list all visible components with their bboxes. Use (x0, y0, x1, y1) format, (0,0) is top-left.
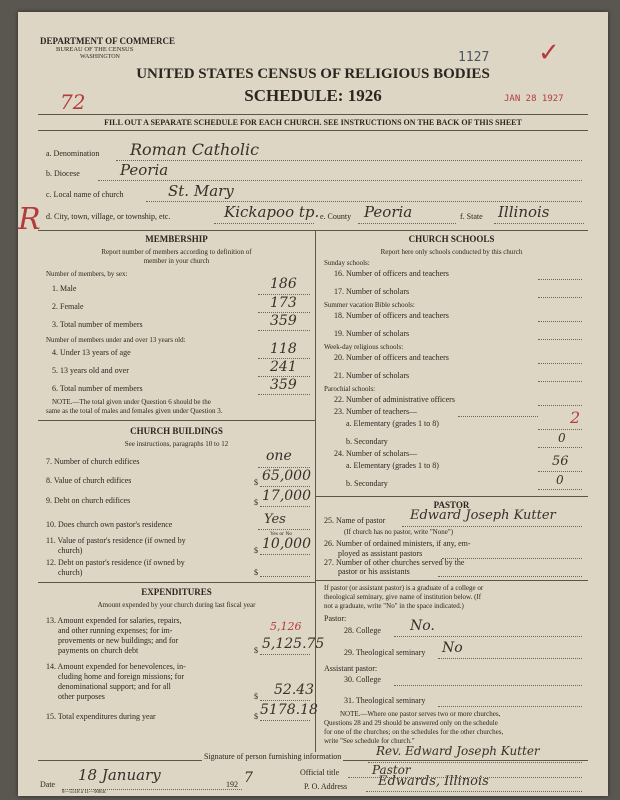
denomination-value: Roman Catholic (130, 140, 260, 159)
expenditures-heading: EXPENDITURES (141, 587, 212, 597)
running-expenses-value: 5,125.75 (262, 636, 325, 652)
form-number: 8—5518 a 11—9084c (62, 790, 107, 795)
male-label: 1. Male (52, 284, 77, 293)
membership-intro-1: Report number of members according to definition of (101, 248, 252, 256)
membership-intro-2: member in your church (143, 257, 210, 265)
q24-label: 24. Number of scholars— (334, 449, 418, 458)
pastor-note-4: write "See schedule for church." (324, 737, 415, 745)
sunday-schools-label: Sunday schools: (324, 259, 370, 267)
denomination-label: a. Denomination (46, 149, 100, 158)
total-expenditures-value: 5178.18 (260, 702, 318, 718)
running-expenses-label-4: payments on church debt (58, 646, 139, 655)
residence-value: 10,000 (262, 536, 311, 552)
residence-debt-label-2: church) (58, 568, 83, 577)
date-value: 18 January (78, 766, 161, 784)
over-13-label: 5. 13 years old and over (52, 366, 129, 375)
diocese-value: Peoria (120, 161, 169, 179)
q23a-value: 2 (570, 408, 581, 427)
mark-72: 72 (60, 90, 86, 114)
graduate-note-2: theological seminary, give name of institution below. (If (324, 593, 482, 601)
pastor-note-2: Questions 28 and 29 should be answered only on the schedule (324, 719, 498, 727)
edifices-label: 7. Number of church edifices (46, 457, 140, 466)
benevolences-value: 52.43 (274, 682, 315, 698)
graduate-note-3: not a graduate, write "No" in the space indicated.) (324, 602, 464, 610)
q23-label: 23. Number of teachers— (334, 407, 418, 416)
under-13-value: 118 (270, 341, 297, 357)
residence-debt-label: 12. Debt on pastor's residence (if owned by (46, 558, 185, 567)
pastor-subhead: Pastor: (324, 614, 347, 623)
county-value: Peoria (364, 203, 413, 221)
year-prefix: 192 (226, 780, 238, 789)
q19-label: 19. Number of scholars (334, 329, 410, 338)
q18-label: 18. Number of officers and teachers (334, 311, 449, 320)
state-value: Illinois (498, 203, 550, 221)
q24a-label: a. Elementary (grades 1 to 8) (346, 461, 439, 470)
q24b-value: 0 (556, 473, 564, 487)
by-sex-label: Number of members, by sex: (46, 270, 128, 278)
q23a-label: a. Elementary (grades 1 to 8) (346, 419, 439, 428)
buildings-sub: See instructions, paragraphs 10 to 12 (124, 440, 229, 448)
po-address-value: Edwards, Illinois (378, 774, 489, 789)
q23b-value: 0 (558, 431, 566, 445)
benevolences-label-1: 14. Amount expended for benevolences, in- (46, 662, 186, 671)
edifice-value-label: 8. Value of church edifices (46, 476, 132, 485)
po-address-label: P. O. Address (304, 782, 348, 791)
female-label: 2. Female (52, 302, 84, 311)
male-value: 186 (270, 276, 297, 292)
seminary-label: 29. Theological seminary (344, 648, 426, 657)
female-value: 173 (270, 295, 297, 311)
edifice-debt-value: 17,000 (262, 488, 311, 504)
pastor-name-value: Edward Joseph Kutter (410, 508, 556, 523)
pastor-name-label: 25. Name of pastor (324, 516, 386, 525)
q22-label: 22. Number of administrative officers (334, 395, 455, 404)
edifices-value: one (266, 448, 292, 464)
census-form-sheet (18, 12, 608, 796)
number-stamp: 1127 (458, 50, 490, 65)
pastor-heading: PASTOR (433, 500, 470, 510)
residence-value-label-2: church) (58, 546, 83, 555)
benevolences-label-2: cluding home and foreign missions; for (58, 672, 184, 681)
running-expenses-label-3: provements or new buildings; and for (58, 636, 179, 645)
total-members-2-value: 359 (270, 377, 297, 393)
bureau-city: WASHINGTON (80, 54, 120, 60)
running-expenses-label-1: 13. Amount expended for salaries, repairs, (46, 616, 182, 625)
pastor-note-3: for one of the churches; on the schedules for the other churches, (324, 728, 504, 736)
signature-label: Signature of person furnishing information (204, 752, 342, 761)
q24a-value: 56 (552, 454, 569, 469)
total-members-label: 3. Total number of members (52, 320, 143, 329)
city-label: d. City, town, village, or township, etc. (46, 212, 171, 221)
q24b-label: b. Secondary (346, 479, 388, 488)
assistant-subhead: Assistant pastor: (324, 664, 378, 673)
buildings-heading: CHURCH BUILDINGS (130, 426, 223, 436)
running-expenses-alt-value: 5,126 (270, 620, 302, 633)
dollar-sign: $ (254, 546, 258, 555)
total-expenditures-label: 15. Total expenditures during year (46, 712, 156, 721)
check-mark-icon: ✓ (538, 38, 560, 67)
pastor-name-note: (If church has no pastor, write "None") (344, 528, 454, 536)
benevolences-label-3: denominational support; and for all (58, 682, 171, 691)
graduate-note-1: If pastor (or assistant pastor) is a graduate of a college or (324, 584, 484, 592)
edifice-debt-label: 9. Debt on church edifices (46, 496, 131, 505)
total-members-value: 359 (270, 313, 297, 329)
schedule-title: SCHEDULE: 1926 (244, 86, 382, 105)
membership-heading: MEMBERSHIP (145, 234, 208, 244)
dollar-sign: $ (254, 692, 258, 701)
county-label: e. County (320, 212, 352, 221)
signature-value: Rev. Edward Joseph Kutter (376, 744, 540, 758)
yes-or-no-hint: Yes or No (270, 531, 293, 537)
q27-label-2: pastor or his assistants (338, 567, 410, 576)
state-label: f. State (460, 212, 483, 221)
pastor-note-1: NOTE.—Where one pastor serves two or more churches, (340, 710, 501, 718)
benevolences-label-4: other purposes (58, 692, 105, 701)
edifice-value: 65,000 (262, 468, 311, 484)
college-value: No. (410, 618, 435, 634)
own-residence-value: Yes (264, 512, 286, 527)
q20-label: 20. Number of officers and teachers (334, 353, 449, 362)
running-expenses-label-2: and other running expenses; for im- (58, 626, 173, 635)
official-title-label: Official title (300, 768, 340, 777)
dollar-sign: $ (254, 498, 258, 507)
total-members-2-label: 6. Total number of members (52, 384, 143, 393)
mark-r: R (18, 202, 41, 237)
instruction-line: FILL OUT A SEPARATE SCHEDULE FOR EACH CHURCH. SEE INSTRUCTIONS ON THE BACK OF THIS SHEET (104, 118, 522, 127)
residence-value-label: 11. Value of pastor's residence (if owned by (46, 536, 186, 545)
dollar-sign: $ (254, 646, 258, 655)
received-date-stamp: JAN 28 1927 (504, 94, 564, 104)
q26-label-2: ployed as assistant pastors (338, 549, 423, 558)
year-value: 7 (244, 770, 253, 786)
seminary-value: No (442, 640, 463, 656)
church-name-value: St. Mary (168, 182, 234, 200)
q23b-label: b. Secondary (346, 437, 388, 446)
schools-heading: CHURCH SCHOOLS (408, 234, 495, 244)
dollar-sign: $ (254, 478, 258, 487)
membership-note-1: NOTE.—The total given under Question 6 should be the (52, 398, 211, 406)
bureau-name: BUREAU OF THE CENSUS (56, 46, 134, 53)
weekday-schools-label: Week-day religious schools: (324, 343, 404, 351)
q27-label-1: 27. Number of other churches served by the (324, 558, 465, 567)
q17-label: 17. Number of scholars (334, 287, 410, 296)
church-name-label: c. Local name of church (46, 190, 124, 199)
official-title-value: Pastor (372, 763, 411, 777)
own-residence-label: 10. Does church own pastor's residence (46, 520, 173, 529)
over-13-value: 241 (270, 359, 297, 375)
expenditures-sub: Amount expended by your church during last fiscal year (97, 601, 256, 609)
under-13-label: 4. Under 13 years of age (52, 348, 131, 357)
age-label: Number of members under and over 13 years old: (46, 336, 186, 344)
diocese-label: b. Diocese (46, 169, 80, 178)
schools-sub: Report here only schools conducted by this church (380, 248, 523, 256)
q21-label: 21. Number of scholars (334, 371, 410, 380)
date-label: Date (40, 780, 56, 789)
parochial-label: Parochial schools: (324, 385, 376, 393)
membership-note-2: same as the total of males and females given under Question 3. (46, 407, 223, 415)
summer-schools-label: Summer vacation Bible schools: (324, 301, 415, 309)
assistant-college-label: 30. College (344, 675, 381, 684)
q26-label-1: 26. Number of ordained ministers, if any, em- (324, 539, 471, 548)
city-value: Kickapoo tp. (224, 203, 320, 221)
college-label: 28. College (344, 626, 381, 635)
q16-label: 16. Number of officers and teachers (334, 269, 449, 278)
dollar-sign: $ (254, 712, 258, 721)
dollar-sign: $ (254, 568, 258, 577)
dept-name: DEPARTMENT OF COMMERCE (40, 36, 176, 46)
assistant-seminary-label: 31. Theological seminary (344, 696, 426, 705)
form-title: UNITED STATES CENSUS OF RELIGIOUS BODIES (136, 66, 490, 82)
